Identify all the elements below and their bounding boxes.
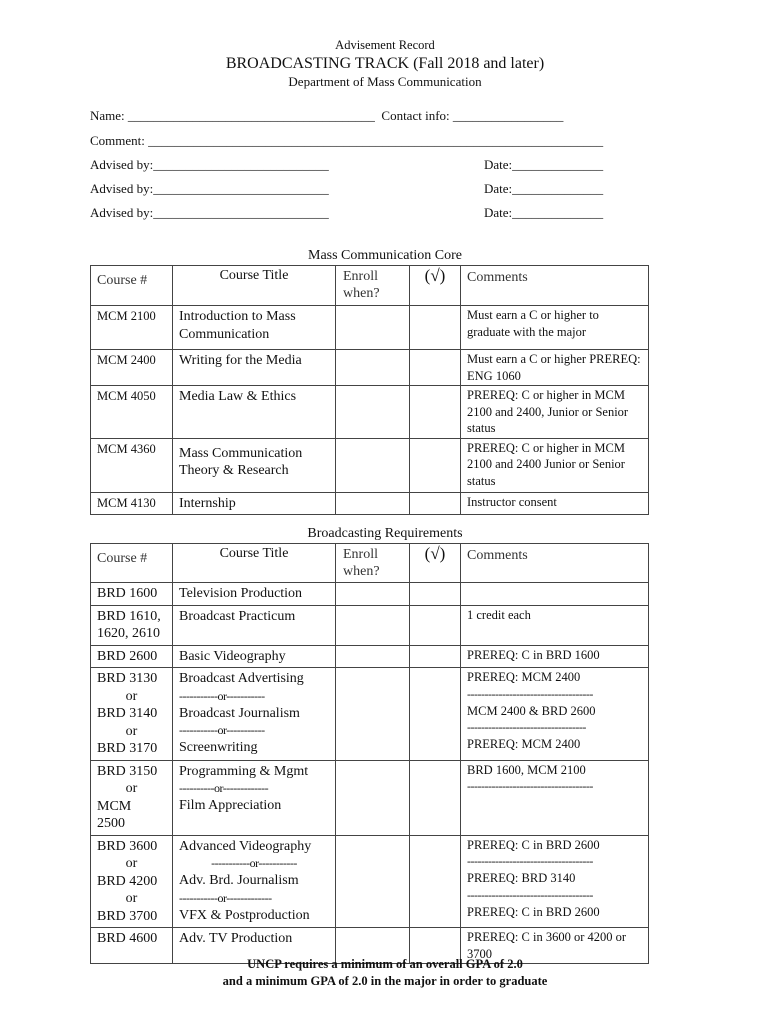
col-course: Course # <box>91 266 173 306</box>
comment-line: PREREQ: MCM 2400 <box>467 737 581 751</box>
course-title <box>173 668 336 761</box>
col-check: (√) <box>410 544 461 583</box>
course-comments <box>461 835 649 928</box>
page-title: BROADCASTING TRACK (Fall 2018 and later) <box>225 55 545 72</box>
or-label: or <box>125 856 138 871</box>
course-option: 2500 <box>97 816 125 831</box>
table-row <box>91 438 649 492</box>
or-divider: -----------or----------- <box>211 856 297 870</box>
course-option: BRD 3150 <box>97 763 158 779</box>
or-divider: -----------or------------- <box>179 890 272 905</box>
comment-line: PREREQ: MCM 2400 <box>467 670 581 684</box>
course-number: MCM 4360 <box>91 438 173 492</box>
enroll-cell[interactable] <box>336 583 410 606</box>
table-row <box>91 306 649 350</box>
comment-divider: ---------------------------------- <box>467 720 586 734</box>
title-option: Screenwriting <box>179 740 258 755</box>
course-title: Adv. TV Production <box>173 928 336 964</box>
table-row <box>91 668 649 761</box>
comment-divider: ------------------------------------ <box>467 887 593 902</box>
col-check: (√) <box>410 266 461 306</box>
course-option: BRD 3140 <box>97 706 158 721</box>
course-number: BRD 2600 <box>91 645 173 668</box>
enroll-cell[interactable] <box>336 438 410 492</box>
course-title: Basic Videography <box>173 645 336 668</box>
or-label: or <box>125 723 138 739</box>
title-option: Film Appreciation <box>179 798 282 813</box>
record-label: Advisement Record <box>335 38 435 52</box>
broadcasting-section-title: Broadcasting Requirements <box>307 526 463 541</box>
title-option: Adv. Brd. Journalism <box>179 873 299 888</box>
enroll-cell[interactable] <box>336 306 410 350</box>
table-row <box>91 835 649 928</box>
course-number: MCM 4050 <box>91 386 173 439</box>
course-option: BRD 3700 <box>97 908 158 924</box>
course-number: BRD 4600 <box>91 928 173 964</box>
comment-divider: ------------------------------------ <box>467 779 593 793</box>
check-cell[interactable] <box>410 350 461 386</box>
col-comments: Comments <box>461 266 649 306</box>
name-contact-field[interactable]: Name: ______________________________________ Contact info: _________________ <box>90 108 564 123</box>
col-enroll: Enroll when? <box>336 266 410 306</box>
course-title: Writing for the Media <box>173 350 336 386</box>
title-option: Advanced Videography <box>179 838 312 854</box>
enroll-cell[interactable] <box>336 350 410 386</box>
course-number: BRD 1600 <box>91 583 173 606</box>
check-cell[interactable] <box>410 645 461 668</box>
date-field-1[interactable]: Date:______________ <box>484 157 604 172</box>
course-option: MCM <box>97 798 132 814</box>
course-number: MCM 2100 <box>91 306 173 350</box>
enroll-cell[interactable] <box>336 645 410 668</box>
check-cell[interactable] <box>410 835 461 928</box>
comment-line: PREREQ: BRD 3140 <box>467 871 576 885</box>
course-title: Media Law & Ethics <box>173 386 336 439</box>
department-name: Department of Mass Communication <box>288 74 482 89</box>
or-divider: ----------or------------- <box>179 781 269 795</box>
course-option: BRD 3600 <box>97 838 158 854</box>
or-label: or <box>125 781 138 796</box>
enroll-cell[interactable] <box>336 386 410 439</box>
col-title: Course Title <box>173 266 336 306</box>
course-title: Introduction to Mass Communication <box>173 306 336 350</box>
comment-line: BRD 1600, MCM 2100 <box>467 762 586 777</box>
course-title: Internship <box>173 492 336 515</box>
title-option: Broadcast Advertising <box>179 671 304 686</box>
core-header-row <box>91 266 649 306</box>
gpa-requirement-line-1: UNCP requires a minimum of an overall GPA of 2.0 <box>247 957 523 971</box>
title-option: Broadcast Journalism <box>179 705 300 721</box>
table-row <box>91 350 649 386</box>
core-section-title: Mass Communication Core <box>308 248 462 263</box>
course-comments: Must earn a C or higher to graduate with the major <box>461 306 649 350</box>
table-row <box>91 645 649 668</box>
date-field-3[interactable]: Date:______________ <box>484 205 604 220</box>
course-title: Broadcast Practicum <box>173 605 336 645</box>
course-comments: PREREQ: C in 3600 or 4200 or 3700 <box>461 928 649 964</box>
brd-header-row <box>91 544 649 583</box>
check-cell[interactable] <box>410 583 461 606</box>
check-cell[interactable] <box>410 386 461 439</box>
broadcasting-table <box>90 543 649 964</box>
col-title: Course Title <box>173 544 336 583</box>
table-row <box>91 605 649 645</box>
title-option: VFX & Postproduction <box>179 907 310 923</box>
course-comments <box>461 583 649 606</box>
check-cell[interactable] <box>410 438 461 492</box>
enroll-cell[interactable] <box>336 760 410 835</box>
course-title: Television Production <box>173 583 336 606</box>
course-comments <box>461 668 649 761</box>
course-number: BRD 1610, 1620, 2610 <box>91 605 173 645</box>
course-title: Mass Communication Theory & Research <box>173 438 336 492</box>
course-title <box>173 760 336 835</box>
course-comments <box>461 760 649 835</box>
course-number <box>91 835 173 928</box>
course-number <box>91 760 173 835</box>
comment-line: PREREQ: C in BRD 2600 <box>467 904 600 919</box>
comment-divider: ------------------------------------ <box>467 854 593 868</box>
table-row <box>91 583 649 606</box>
comment-line: MCM 2400 & BRD 2600 <box>467 703 596 718</box>
table-row <box>91 760 649 835</box>
or-divider: -----------or----------- <box>179 688 265 703</box>
table-row <box>91 386 649 439</box>
core-table <box>90 265 649 515</box>
course-comments: Must earn a C or higher PREREQ: ENG 1060 <box>461 350 649 386</box>
col-course: Course # <box>91 544 173 583</box>
table-row <box>91 492 649 515</box>
comment-line: PREREQ: C in BRD 2600 <box>467 837 600 852</box>
course-comments: PREREQ: C or higher in MCM 2100 and 2400 Junior or Senior status <box>461 438 649 492</box>
advised-by-field-2[interactable]: Advised by:___________________________ <box>90 181 329 196</box>
check-cell[interactable] <box>410 306 461 350</box>
course-comments: PREREQ: C in BRD 1600 <box>461 645 649 668</box>
course-option: BRD 4200 <box>97 873 158 889</box>
advised-by-field-1[interactable]: Advised by:___________________________ <box>90 157 329 172</box>
enroll-cell[interactable] <box>336 492 410 515</box>
date-field-2[interactable]: Date:______________ <box>484 181 604 196</box>
course-comments: Instructor consent <box>461 492 649 515</box>
or-label: or <box>125 891 138 906</box>
check-cell[interactable] <box>410 668 461 761</box>
course-option: BRD 3130 <box>97 671 158 686</box>
course-number: MCM 2400 <box>91 350 173 386</box>
comment-divider: ------------------------------------ <box>467 686 593 701</box>
check-cell[interactable] <box>410 605 461 645</box>
title-option: Programming & Mgmt <box>179 763 309 779</box>
advised-by-field-3[interactable]: Advised by:___________________________ <box>90 205 329 220</box>
or-divider: -----------or----------- <box>179 723 265 737</box>
course-comments: 1 credit each <box>461 605 649 645</box>
enroll-cell[interactable] <box>336 668 410 761</box>
gpa-requirement-line-2: and a minimum GPA of 2.0 in the major in order to graduate <box>222 974 548 988</box>
course-comments: PREREQ: C or higher in MCM 2100 and 2400, Junior or Senior status <box>461 386 649 439</box>
col-enroll: Enroll when? <box>336 544 410 583</box>
course-option: BRD 3170 <box>97 741 158 756</box>
course-title <box>173 835 336 928</box>
check-cell[interactable] <box>410 760 461 835</box>
course-number <box>91 668 173 761</box>
check-cell[interactable] <box>410 492 461 515</box>
comment-field[interactable]: Comment: ______________________________________________________________________ <box>90 133 604 148</box>
course-number: MCM 4130 <box>91 492 173 515</box>
enroll-cell[interactable] <box>336 605 410 645</box>
col-comments: Comments <box>461 544 649 583</box>
or-label: or <box>125 688 138 704</box>
enroll-cell[interactable] <box>336 835 410 928</box>
